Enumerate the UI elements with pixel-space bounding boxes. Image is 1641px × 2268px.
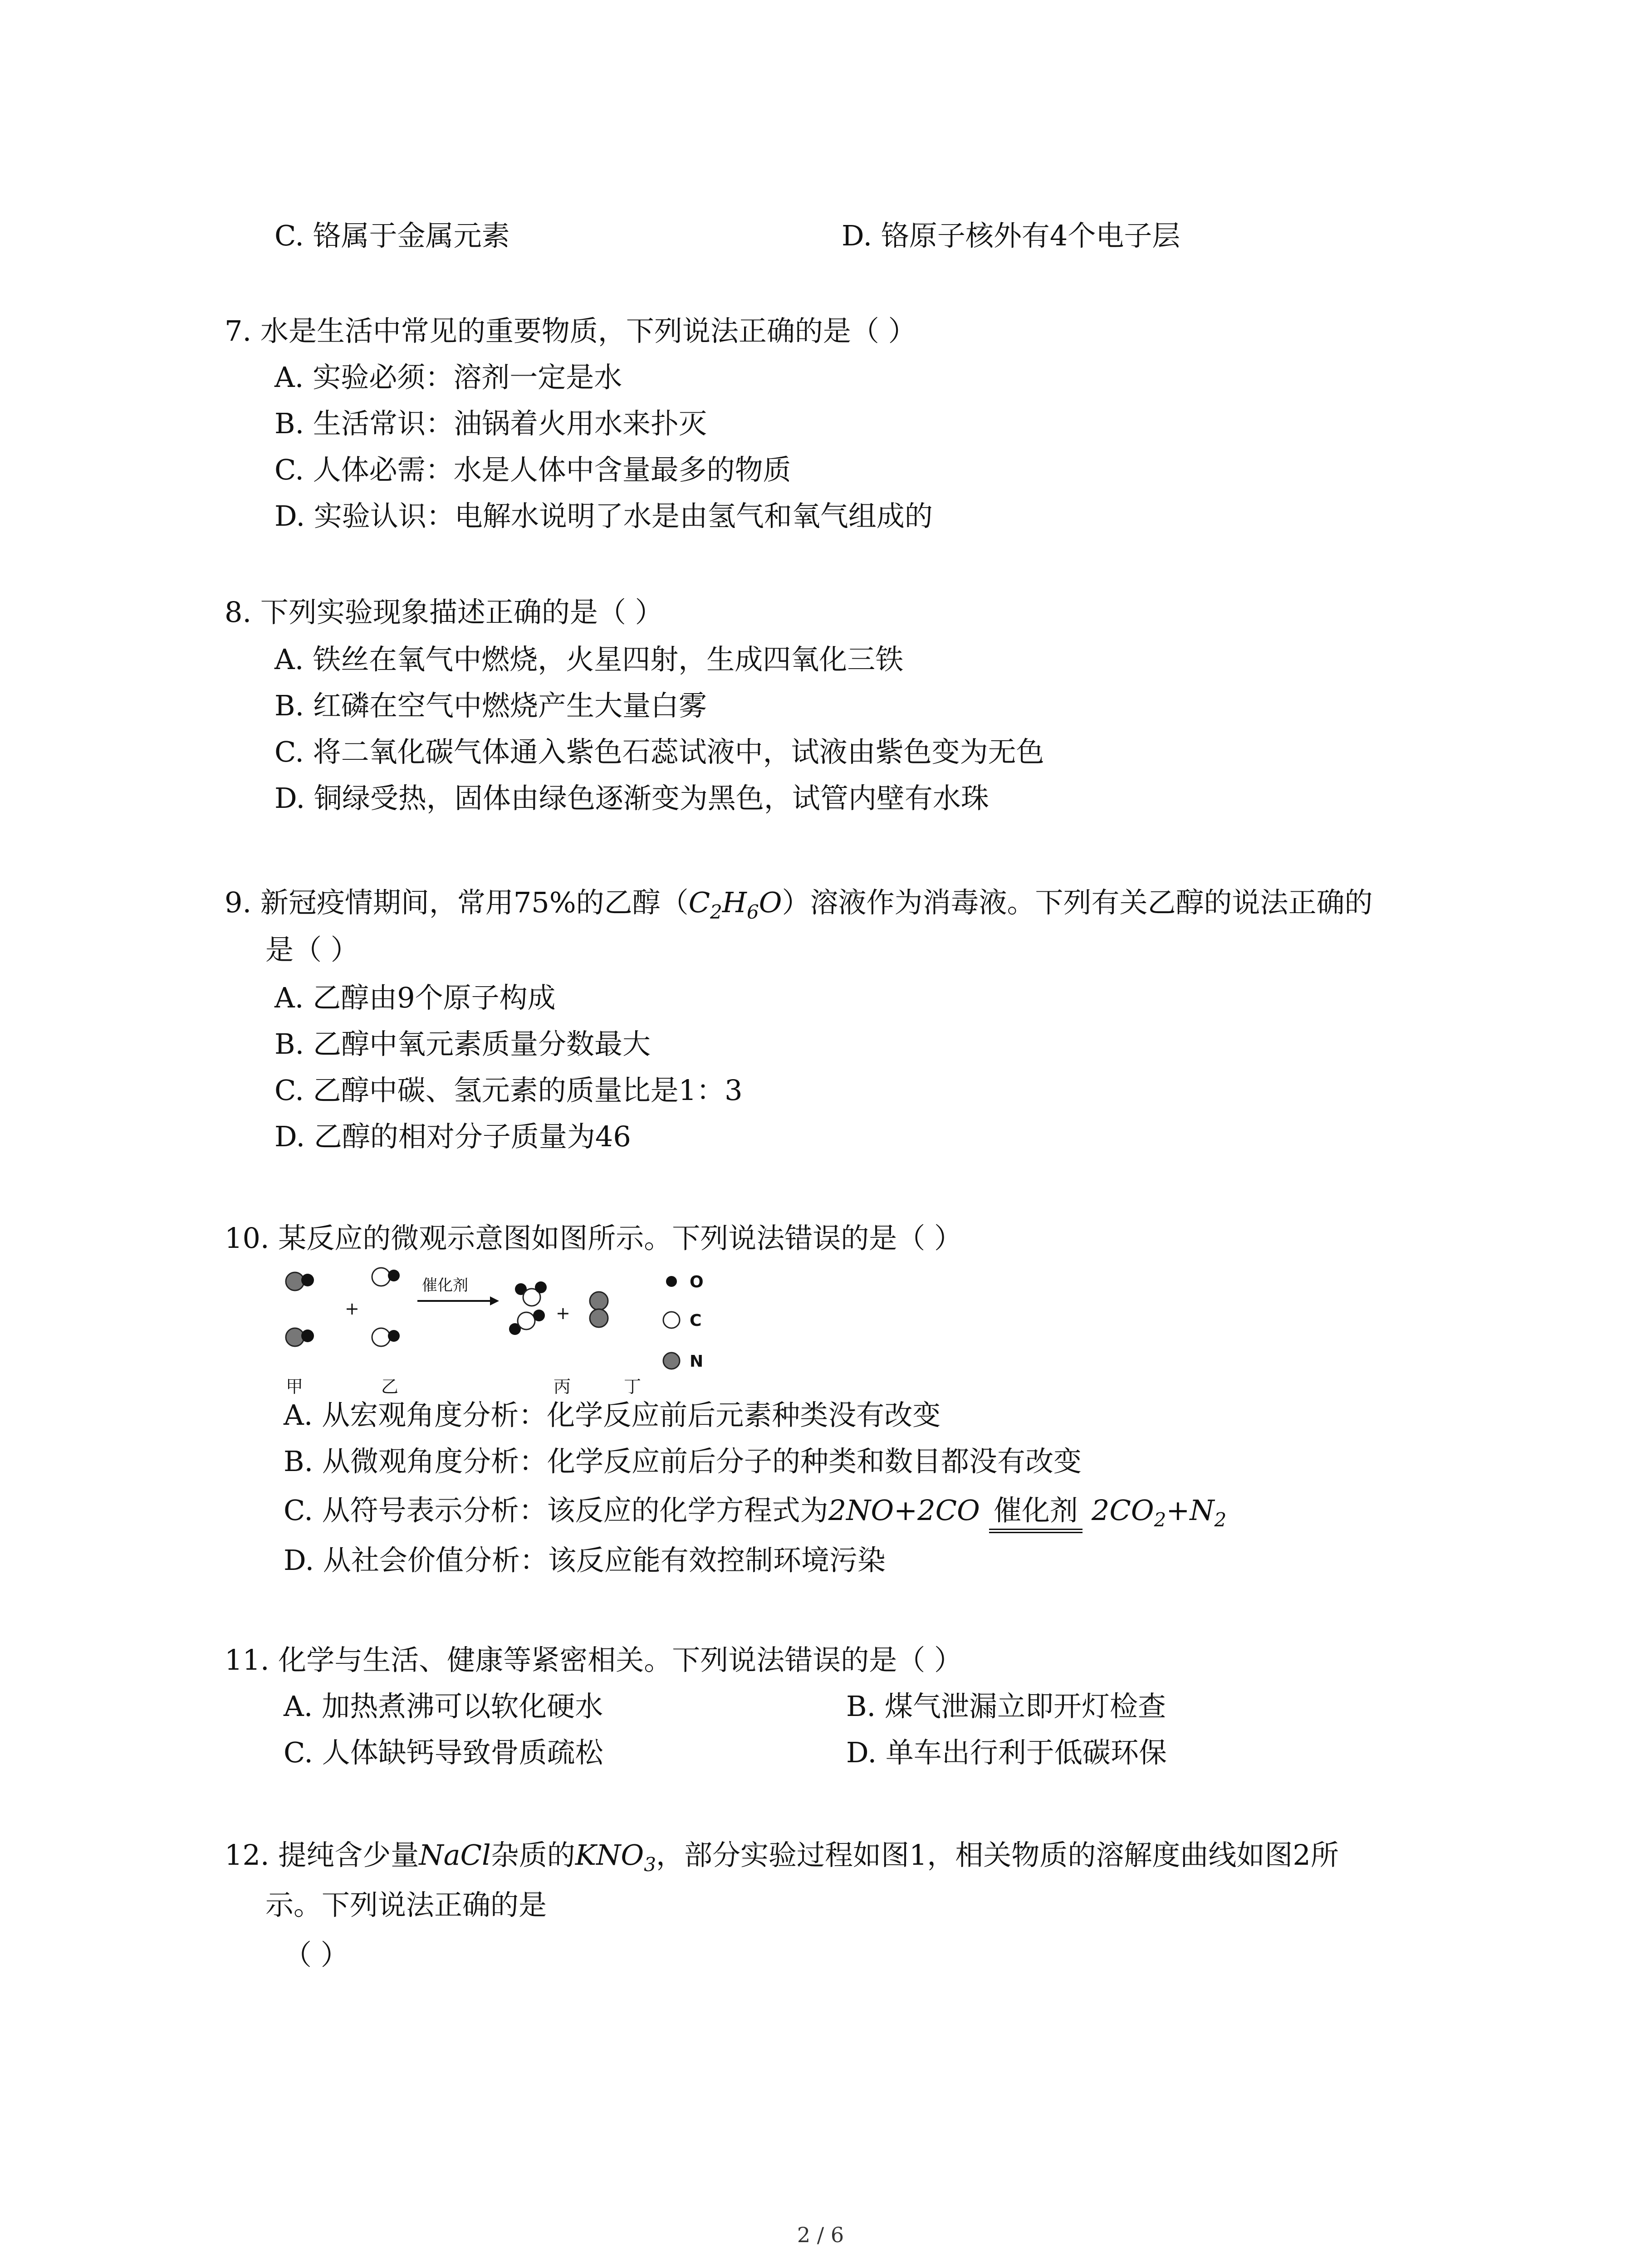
q10-option-b: B. 从微观角度分析：化学反应前后分子的种类和数目都没有改变 bbox=[284, 1445, 1082, 1478]
equation-product-n2: +N bbox=[1166, 1494, 1215, 1527]
ethanol-formula-h-sub: 6 bbox=[746, 901, 759, 923]
q7-option-a: A. 实验必须：溶剂一定是水 bbox=[274, 361, 622, 394]
q7-option-c: C. 人体必需：水是人体中含量最多的物质 bbox=[274, 453, 791, 486]
label-jia: 甲 bbox=[286, 1377, 304, 1397]
q9-stem bbox=[225, 885, 1373, 924]
q10-option-d: D. 从社会价值分析：该反应能有效控制环境污染 bbox=[284, 1544, 886, 1577]
equation-product-n2-sub: 2 bbox=[1214, 1509, 1227, 1531]
formula-kno3: KNO bbox=[575, 1838, 644, 1872]
q11-stem: 11. 化学与生活、健康等紧密相关。下列说法错误的是（ ） bbox=[225, 1643, 963, 1677]
q10-option-c bbox=[284, 1492, 1226, 1532]
q11-option-b: B. 煤气泄漏立即开灯检查 bbox=[846, 1690, 1166, 1723]
diagram-legend bbox=[663, 1273, 704, 1371]
q8-option-b: B. 红磷在空气中燃烧产生大量白雾 bbox=[274, 689, 707, 722]
ethanol-formula-c-sub: 2 bbox=[710, 901, 722, 923]
q8-option-a: A. 铁丝在氧气中燃烧，火星四射，生成四氧化三铁 bbox=[274, 643, 904, 676]
q12-stem-line2: 示。下列说法正确的是 bbox=[265, 1888, 547, 1921]
page-number: 2 / 6 bbox=[797, 2223, 844, 2247]
label-bing: 丙 bbox=[554, 1377, 571, 1397]
formula-nacl: NaCl bbox=[419, 1838, 491, 1872]
q10-option-a: A. 从宏观角度分析：化学反应前后元素种类没有改变 bbox=[284, 1398, 941, 1432]
q8-option-c: C. 将二氧化碳气体通入紫色石蕊试液中，试液由紫色变为无色 bbox=[274, 735, 1044, 768]
equation-product-co2-sub: 2 bbox=[1154, 1509, 1166, 1531]
q10-option-c-text: C. 从符号表示分析：该反应的化学方程式为 bbox=[284, 1494, 828, 1527]
reaction-micro-diagram bbox=[272, 1266, 771, 1411]
molecule-bing bbox=[509, 1281, 547, 1335]
q8-stem: 8. 下列实验现象描述正确的是（ ） bbox=[225, 596, 663, 629]
diagram-plus-1: + bbox=[345, 1299, 359, 1319]
q12-stem-mid: 杂质的 bbox=[490, 1838, 575, 1872]
q10-stem: 10. 某反应的微观示意图如图所示。下列说法错误的是（ ） bbox=[225, 1222, 963, 1255]
legend-c: C bbox=[690, 1311, 702, 1330]
q9-option-c: C. 乙醇中碳、氢元素的质量比是1：3 bbox=[274, 1074, 743, 1107]
q7-stem: 7. 水是生活中常见的重要物质，下列说法正确的是（ ） bbox=[225, 314, 916, 347]
equation-product-co2: 2CO bbox=[1091, 1494, 1154, 1527]
q12-stem-line3: （ ） bbox=[284, 1938, 349, 1971]
label-ding: 丁 bbox=[624, 1377, 642, 1397]
diagram-catalyst-label: 催化剂 bbox=[422, 1276, 468, 1295]
q7-option-b: B. 生活常识：油锅着火用水来扑灭 bbox=[274, 407, 707, 440]
q6-option-d: D. 铬原子核外有4个电子层 bbox=[842, 219, 1181, 252]
q7-option-d: D. 实验认识：电解水说明了水是由氢气和氧气组成的 bbox=[274, 499, 933, 533]
q9-option-d: D. 乙醇的相对分子质量为46 bbox=[274, 1120, 631, 1153]
molecule-yi bbox=[372, 1268, 400, 1346]
q6-option-c: C. 铬属于金属元素 bbox=[274, 219, 510, 252]
q8-option-d: D. 铜绿受热，固体由绿色逐渐变为黑色，试管内壁有水珠 bbox=[274, 782, 989, 815]
equation-catalyst: 催化剂 bbox=[989, 1492, 1083, 1530]
q11-option-a: A. 加热煮沸可以软化硬水 bbox=[284, 1690, 603, 1723]
molecule-ding bbox=[590, 1292, 608, 1327]
label-yi: 乙 bbox=[381, 1377, 399, 1397]
formula-kno3-sub: 3 bbox=[644, 1853, 656, 1876]
reaction-arrow bbox=[417, 1296, 499, 1305]
equation-reactants: 2NO+2CO bbox=[828, 1494, 980, 1527]
q12-stem-pre: 12. 提纯含少量 bbox=[225, 1838, 419, 1872]
q11-option-c: C. 人体缺钙导致骨质疏松 bbox=[284, 1736, 603, 1769]
ethanol-formula-h: H bbox=[722, 886, 747, 919]
q9-stem-line2: 是（ ） bbox=[265, 933, 359, 966]
legend-n: N bbox=[690, 1352, 704, 1371]
ethanol-formula-c: C bbox=[688, 886, 710, 919]
q11-option-d: D. 单车出行利于低碳环保 bbox=[846, 1736, 1167, 1769]
legend-o: O bbox=[690, 1273, 704, 1291]
ethanol-formula-o: O bbox=[759, 886, 782, 919]
q9-option-b: B. 乙醇中氧元素质量分数最大 bbox=[274, 1027, 651, 1061]
q12-stem-post: ，部分实验过程如图1，相关物质的溶解度曲线如图2所 bbox=[656, 1838, 1339, 1872]
q9-stem-pre: 9. 新冠疫情期间，常用75%的乙醇（ bbox=[225, 886, 689, 919]
q12-stem bbox=[225, 1837, 1339, 1877]
molecule-jia bbox=[286, 1272, 314, 1346]
q9-option-a: A. 乙醇由9个原子构成 bbox=[274, 981, 556, 1014]
diagram-plus-2: + bbox=[556, 1303, 570, 1323]
q9-stem-post: ）溶液作为消毒液。下列有关乙醇的说法正确的 bbox=[782, 886, 1373, 919]
